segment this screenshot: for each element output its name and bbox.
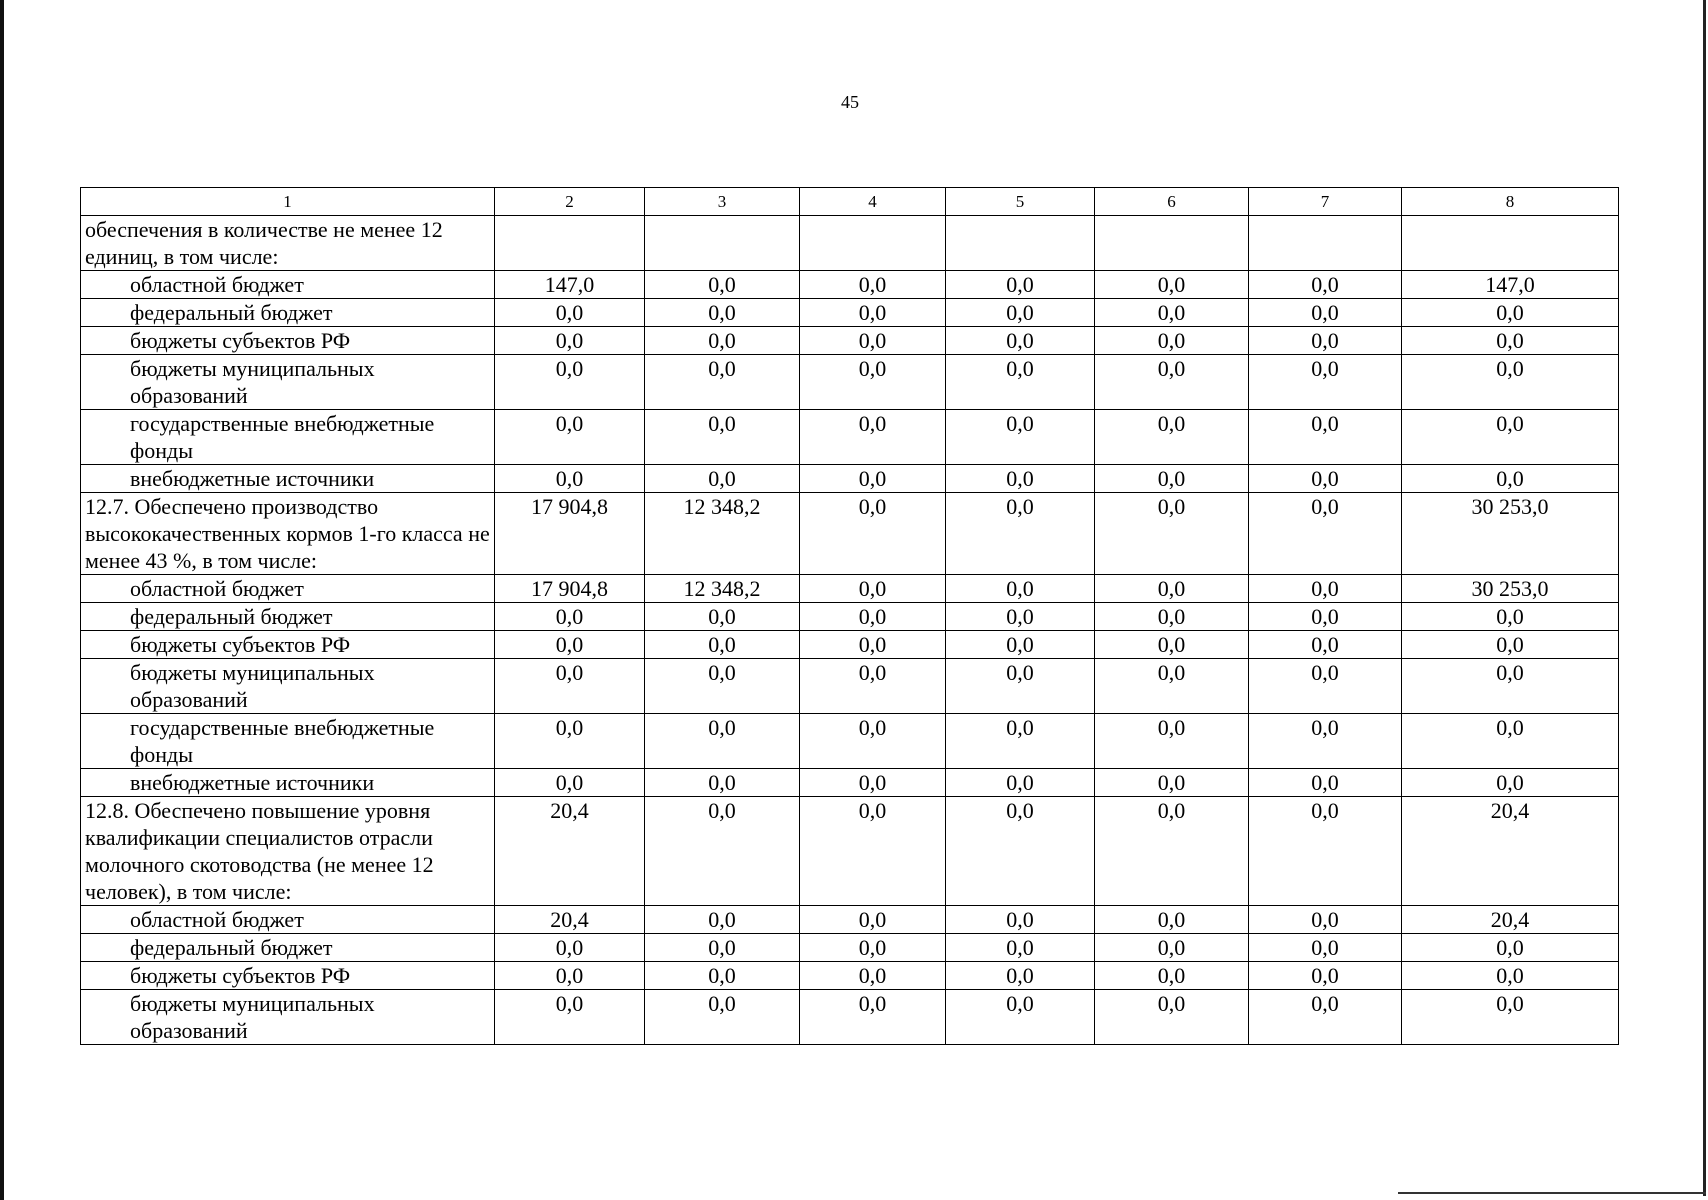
value-cell: 17 904,8 [495, 493, 645, 575]
value-cell: 0,0 [946, 990, 1095, 1045]
value-cell: 0,0 [645, 327, 800, 355]
value-cell: 0,0 [1402, 299, 1619, 327]
value-cell: 0,0 [645, 659, 800, 714]
value-cell: 0,0 [800, 575, 946, 603]
value-cell: 0,0 [946, 714, 1095, 769]
value-cell: 0,0 [1095, 990, 1249, 1045]
value-cell: 0,0 [1249, 493, 1402, 575]
value-cell: 147,0 [495, 271, 645, 299]
value-cell: 0,0 [645, 769, 800, 797]
row-label: бюджеты муниципальных образований [81, 355, 495, 410]
value-cell: 0,0 [495, 327, 645, 355]
value-cell: 0,0 [800, 465, 946, 493]
scan-edge-left [0, 0, 4, 1200]
value-cell: 0,0 [1402, 714, 1619, 769]
value-cell [645, 216, 800, 271]
column-number: 4 [800, 188, 946, 216]
table-row [81, 659, 1619, 714]
value-cell: 0,0 [800, 659, 946, 714]
value-cell: 0,0 [1095, 299, 1249, 327]
value-cell: 0,0 [800, 990, 946, 1045]
value-cell: 0,0 [946, 659, 1095, 714]
value-cell: 0,0 [495, 631, 645, 659]
row-label: обеспечения в количестве не менее 12 единиц, в том числе: [81, 216, 495, 271]
value-cell: 147,0 [1402, 271, 1619, 299]
value-cell: 0,0 [1249, 603, 1402, 631]
value-cell [1402, 216, 1619, 271]
value-cell: 20,4 [495, 797, 645, 906]
value-cell: 0,0 [1095, 962, 1249, 990]
table-row [81, 906, 1619, 934]
value-cell: 0,0 [1402, 962, 1619, 990]
table-row [81, 990, 1619, 1045]
value-cell: 0,0 [946, 797, 1095, 906]
row-label: бюджеты муниципальных образований [81, 990, 495, 1045]
value-cell: 0,0 [800, 327, 946, 355]
value-cell: 0,0 [1249, 990, 1402, 1045]
value-cell: 0,0 [1095, 769, 1249, 797]
value-cell: 0,0 [946, 906, 1095, 934]
table-row [81, 575, 1619, 603]
value-cell: 12 348,2 [645, 575, 800, 603]
value-cell: 0,0 [946, 962, 1095, 990]
column-number: 2 [495, 188, 645, 216]
value-cell: 0,0 [495, 934, 645, 962]
value-cell: 0,0 [800, 355, 946, 410]
value-cell: 0,0 [1249, 410, 1402, 465]
value-cell: 0,0 [1095, 659, 1249, 714]
table-row [81, 934, 1619, 962]
value-cell: 0,0 [645, 962, 800, 990]
value-cell: 0,0 [1095, 575, 1249, 603]
row-label: бюджеты муниципальных образований [81, 659, 495, 714]
value-cell: 0,0 [1402, 465, 1619, 493]
value-cell: 0,0 [1249, 797, 1402, 906]
value-cell: 0,0 [800, 906, 946, 934]
value-cell: 0,0 [1095, 355, 1249, 410]
value-cell: 12 348,2 [645, 493, 800, 575]
value-cell: 0,0 [495, 355, 645, 410]
table-row [81, 769, 1619, 797]
value-cell: 0,0 [1095, 797, 1249, 906]
value-cell: 0,0 [645, 603, 800, 631]
row-label: областной бюджет [81, 575, 495, 603]
column-number: 7 [1249, 188, 1402, 216]
value-cell: 0,0 [1402, 769, 1619, 797]
scan-edge-right [1703, 0, 1706, 1196]
value-cell: 0,0 [946, 493, 1095, 575]
value-cell: 0,0 [800, 493, 946, 575]
value-cell: 0,0 [1402, 355, 1619, 410]
value-cell: 0,0 [645, 410, 800, 465]
value-cell: 0,0 [1095, 410, 1249, 465]
value-cell: 0,0 [645, 906, 800, 934]
scan-edge-bottom [1398, 1192, 1706, 1194]
row-label: внебюджетные источники [81, 769, 495, 797]
table-row [81, 714, 1619, 769]
value-cell: 0,0 [1249, 327, 1402, 355]
row-label: областной бюджет [81, 271, 495, 299]
table-row [81, 603, 1619, 631]
value-cell: 0,0 [645, 934, 800, 962]
value-cell: 0,0 [800, 410, 946, 465]
value-cell: 0,0 [1095, 327, 1249, 355]
value-cell [1249, 216, 1402, 271]
value-cell: 17 904,8 [495, 575, 645, 603]
value-cell: 0,0 [800, 631, 946, 659]
value-cell: 0,0 [495, 410, 645, 465]
value-cell: 20,4 [495, 906, 645, 934]
value-cell: 0,0 [645, 465, 800, 493]
value-cell: 0,0 [495, 465, 645, 493]
column-number: 5 [946, 188, 1095, 216]
row-label: федеральный бюджет [81, 934, 495, 962]
value-cell: 0,0 [495, 990, 645, 1045]
value-cell: 0,0 [495, 769, 645, 797]
value-cell: 0,0 [645, 631, 800, 659]
value-cell: 0,0 [1095, 714, 1249, 769]
value-cell: 0,0 [1402, 327, 1619, 355]
value-cell: 0,0 [946, 327, 1095, 355]
value-cell: 0,0 [946, 631, 1095, 659]
value-cell: 0,0 [645, 355, 800, 410]
value-cell: 0,0 [645, 714, 800, 769]
value-cell: 0,0 [495, 603, 645, 631]
value-cell: 20,4 [1402, 906, 1619, 934]
table-row [81, 410, 1619, 465]
row-label: бюджеты субъектов РФ [81, 631, 495, 659]
table-row [81, 493, 1619, 575]
value-cell: 0,0 [946, 603, 1095, 631]
value-cell: 0,0 [495, 299, 645, 327]
row-label: федеральный бюджет [81, 299, 495, 327]
value-cell: 0,0 [1249, 769, 1402, 797]
column-number: 1 [81, 188, 495, 216]
value-cell: 0,0 [1095, 906, 1249, 934]
value-cell: 0,0 [1402, 934, 1619, 962]
value-cell: 0,0 [1249, 575, 1402, 603]
table-row [81, 355, 1619, 410]
table-row [81, 271, 1619, 299]
value-cell: 0,0 [1095, 934, 1249, 962]
value-cell: 0,0 [946, 355, 1095, 410]
value-cell: 0,0 [1249, 271, 1402, 299]
row-label: 12.8. Обеспечено повышение уровня квалификации специалистов отрасли молочного скотоводства (не менее 12 человек), в том числе: [81, 797, 495, 906]
value-cell: 0,0 [946, 575, 1095, 603]
value-cell: 0,0 [645, 990, 800, 1045]
column-number: 3 [645, 188, 800, 216]
value-cell: 0,0 [1095, 465, 1249, 493]
value-cell: 0,0 [946, 934, 1095, 962]
column-number: 8 [1402, 188, 1619, 216]
value-cell: 0,0 [946, 465, 1095, 493]
value-cell: 0,0 [645, 271, 800, 299]
table-row [81, 327, 1619, 355]
value-cell: 0,0 [1402, 603, 1619, 631]
table-row [81, 216, 1619, 271]
budget-table [80, 187, 1619, 1045]
value-cell: 0,0 [495, 659, 645, 714]
row-label: федеральный бюджет [81, 603, 495, 631]
value-cell: 30 253,0 [1402, 575, 1619, 603]
value-cell [800, 216, 946, 271]
value-cell: 0,0 [1249, 962, 1402, 990]
value-cell: 0,0 [645, 797, 800, 906]
table-row [81, 797, 1619, 906]
row-label: внебюджетные источники [81, 465, 495, 493]
column-number: 6 [1095, 188, 1249, 216]
value-cell: 0,0 [495, 962, 645, 990]
value-cell: 0,0 [1095, 631, 1249, 659]
value-cell: 0,0 [1095, 603, 1249, 631]
value-cell: 0,0 [1249, 299, 1402, 327]
table-row [81, 962, 1619, 990]
page-number: 45 [841, 92, 859, 112]
value-cell: 0,0 [645, 299, 800, 327]
value-cell: 20,4 [1402, 797, 1619, 906]
row-label: бюджеты субъектов РФ [81, 962, 495, 990]
value-cell: 0,0 [946, 299, 1095, 327]
row-label: государственные внебюджетные фонды [81, 714, 495, 769]
row-label: 12.7. Обеспечено производство высококачественных кормов 1-го класса не менее 43 %, в том числе: [81, 493, 495, 575]
row-label: областной бюджет [81, 906, 495, 934]
value-cell [946, 216, 1095, 271]
table-row [81, 299, 1619, 327]
value-cell: 0,0 [1095, 493, 1249, 575]
value-cell: 0,0 [800, 962, 946, 990]
column-number-row [81, 188, 1619, 216]
value-cell: 0,0 [1249, 465, 1402, 493]
value-cell: 0,0 [1402, 410, 1619, 465]
row-label: государственные внебюджетные фонды [81, 410, 495, 465]
value-cell: 0,0 [1249, 714, 1402, 769]
value-cell: 0,0 [800, 603, 946, 631]
value-cell: 0,0 [1249, 355, 1402, 410]
value-cell: 0,0 [1402, 659, 1619, 714]
value-cell: 0,0 [800, 271, 946, 299]
value-cell: 0,0 [495, 714, 645, 769]
value-cell: 0,0 [946, 769, 1095, 797]
value-cell: 0,0 [800, 714, 946, 769]
value-cell: 30 253,0 [1402, 493, 1619, 575]
row-label: бюджеты субъектов РФ [81, 327, 495, 355]
value-cell [1095, 216, 1249, 271]
value-cell: 0,0 [800, 769, 946, 797]
value-cell: 0,0 [1249, 906, 1402, 934]
value-cell: 0,0 [1095, 271, 1249, 299]
table-row [81, 631, 1619, 659]
value-cell: 0,0 [1402, 631, 1619, 659]
value-cell: 0,0 [1249, 659, 1402, 714]
value-cell: 0,0 [800, 797, 946, 906]
value-cell: 0,0 [1402, 990, 1619, 1045]
value-cell: 0,0 [1249, 934, 1402, 962]
value-cell: 0,0 [946, 410, 1095, 465]
table-row [81, 465, 1619, 493]
value-cell [495, 216, 645, 271]
value-cell: 0,0 [1249, 631, 1402, 659]
value-cell: 0,0 [946, 271, 1095, 299]
value-cell: 0,0 [800, 934, 946, 962]
value-cell: 0,0 [800, 299, 946, 327]
